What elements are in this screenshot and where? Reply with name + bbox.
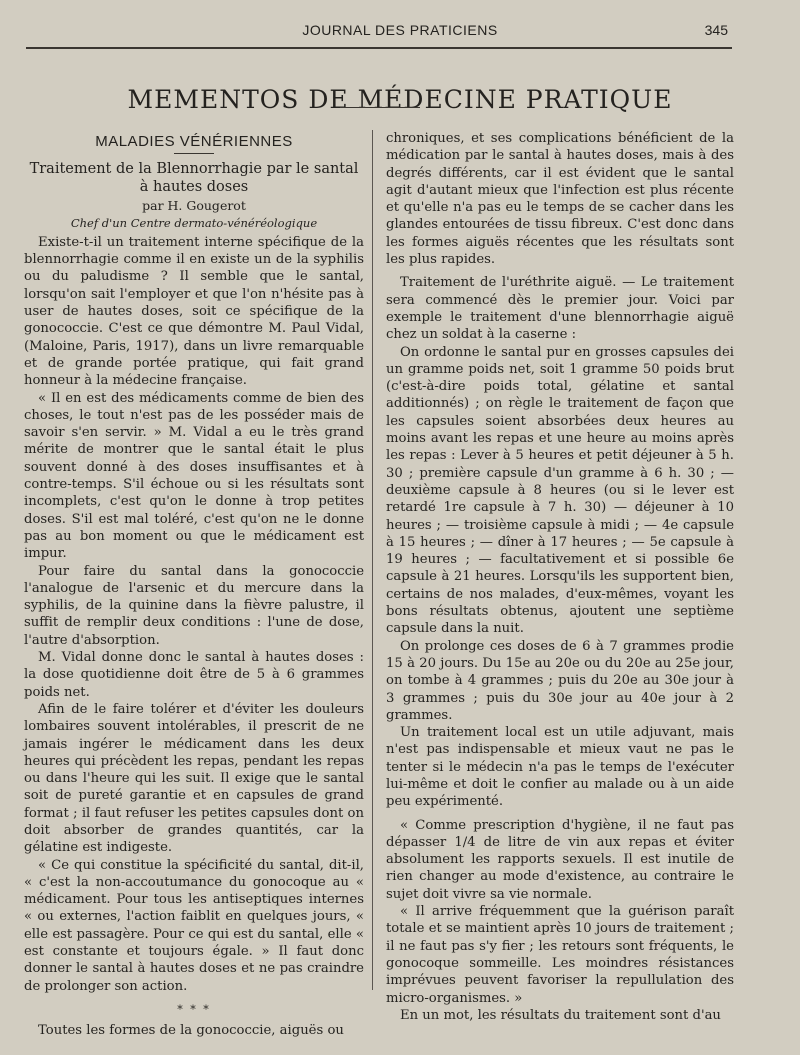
author-affiliation: Chef d'un Centre dermato-vénéréologique bbox=[70, 215, 318, 230]
section-title: MEMENTOS DE MÉDECINE PRATIQUE bbox=[127, 84, 673, 114]
running-title: JOURNAL DES PRATICIENS bbox=[302, 22, 498, 38]
paragraph: chroniques, et ses complications bénéficient de la médication par le santal à hautes doses, mais à des degrés différents, car il est évident que le santal agit d'autant mieux que l'infection est plus récente et qu'elle n'a pas eu le temps de se cacher dans les glandes entourées de tissu fibreux. C'est donc dans les formes aiguës récentes que les résultats sont les plus rapides. bbox=[386, 131, 734, 268]
paragraph: Toutes les formes de la gonococcie, aiguës ou bbox=[38, 1023, 344, 1039]
paragraph: Traitement de l'uréthrite aiguë. — Le traitement sera commencé dès le premier jour. Voici par exemple le traitement d'une blennorrhagie aiguë chez un soldat à la caserne : bbox=[386, 275, 734, 343]
paragraph: Un traitement local est un utile adjuvant, mais n'est pas indispensable et mieux vaut ne pas le tenter si le médecin n'a pas le temps de l'exécuter lui-même et doit le confier au malade ou à un aide peu expérimenté. bbox=[386, 725, 734, 810]
left-column bbox=[24, 130, 364, 1040]
subject-rule bbox=[174, 153, 214, 154]
paragraph: On prolonge ces doses de 6 à 7 grammes prodie 15 à 20 jours. Du 15e au 20e ou du 20e au 25e jour, on tombe à 4 grammes ; puis du 20e au 30e jour à 3 grammes ; puis du 30e jour au 40e jour à 2 grammes. bbox=[386, 638, 734, 723]
paragraph: M. Vidal donne donc le santal à hautes doses : la dose quotidienne doit être de 5 à 6 grammes poids net. bbox=[24, 650, 364, 700]
paragraph: « Il arrive fréquemment que la guérison paraît totale et se maintient après 10 jours de traitement ; il ne faut pas s'y fier ; les retours sont fréquents, le gonocoque sommeille. Les moindres résistances imprévues peuvent favoriser la repullulation des micro-organismes. » bbox=[386, 904, 734, 1006]
header-rule bbox=[26, 47, 732, 49]
paragraph: En un mot, les résultats du traitement sont d'au bbox=[400, 1007, 721, 1023]
paragraph: Afin de le faire tolérer et d'éviter les douleurs lombaires souvent intolérables, il prescrit de ne jamais ingérer le médicament dans les deux heures qui précèdent les repas, pendant les repas ou dans l'heure qui les suit. Il exige que le santal soit de pureté garantie et en capsules de grand format ; il faut refuser les petites capsules dont on doit absorber de grandes quantités, car la gélatine est indigeste. bbox=[24, 701, 364, 856]
page-number: 345 bbox=[704, 22, 728, 38]
column-divider bbox=[372, 130, 373, 990]
paragraph: « Comme prescription d'hygiène, il ne faut pas dépasser 1/4 de litre de vin aux repas et éviter absolument les rapports sexuels. Il est inutile de rien changer au mode d'existence, au contraire le sujet doit vivre sa vie normale. bbox=[386, 817, 734, 902]
article-subject: MALADIES VÉNÉRIENNES bbox=[95, 133, 293, 150]
right-column bbox=[386, 130, 734, 1024]
paragraph: « Il en est des médicaments comme de bien des choses, le tout n'est pas de les posséder mais de savoir s'en servir. » M. Vidal a eu le très grand mérite de montrer que le santal était le plus souvent donné à des doses insuffisantes et à contre-temps. S'il échoue ou si les résultats sont incomplets, c'est qu'on le donne à trop petites doses. S'il est mal toléré, c'est qu'on ne le donne pas au bon moment ou que le médicament est impur. bbox=[24, 390, 364, 562]
article-title: Traitement de la Blennorrhagie par le santal à hautes doses bbox=[29, 161, 359, 196]
paragraph: Existe-t-il un traitement interne spécifique de la blennorrhagie comme il en existe un de la syphilis ou du paludisme ? Il semble que le santal, lorsqu'on sait l'employer et que l'on n'hésite pas à user de hautes doses, soit ce spécifique de la gonococcie. C'est ce que démontre M. Paul Vidal, (Maloine, Paris, 1917), dans un livre remarquable et de grande portée pratique, qui fait grand honneur à la médecine française. bbox=[24, 234, 364, 389]
section-rule bbox=[340, 107, 420, 108]
article-author: par H. Gougerot bbox=[142, 198, 246, 214]
running-head bbox=[20, 22, 780, 44]
paragraph: On ordonne le santal pur en grosses capsules dei un gramme poids net, soit 1 gramme 50 poids brut (c'est-à-dire poids total, gélatine et santal additionnés) ; on règle le traitement de façon que les capsules soient absorbées deux heures au moins avant les repas et une heure au moins après les repas : Lever à 5 heures et petit déjeuner à 5 h. 30 ; première capsule d'un gramme à 6 h. 30 ; — deuxième capsule à 8 heures (ou si le lever est retardé 1re capsule à 7 h. 30) — déjeuner à 10 heures ; — troisième capsule à midi ; — 4e capsule à 15 heures ; — dîner à 17 heures ; — 5e capsule à 19 heures ; — facultativement et si possible 6e capsule à 21 heures. Lorsqu'ils les supportent bien, certains de nos malades, d'eux-mêmes, voyant les bons résultats obtenus, ajoutent une septième capsule dans la nuit. bbox=[386, 344, 734, 637]
section-ornament: * * * bbox=[177, 1002, 211, 1016]
paragraph: Pour faire du santal dans la gonococcie l'analogue de l'arsenic et du mercure dans la syphilis, de la quinine dans la fièvre palustre, il suffit de remplir deux conditions : l'une de dose, l'autre d'absorption. bbox=[24, 563, 364, 648]
paragraph: « Ce qui constitue la spécificité du santal, dit-il, « c'est la non-accoutumance du gonocoque au « médicament. Pour tous les antiseptiques internes « ou externes, l'action faiblit en quelques jours, « elle est passagère. Pour ce qui est du santal, elle « est constante et toujours égale. » Il faut donc donner le santal à hautes doses et ne pas craindre de prolonger son action. bbox=[24, 857, 364, 994]
